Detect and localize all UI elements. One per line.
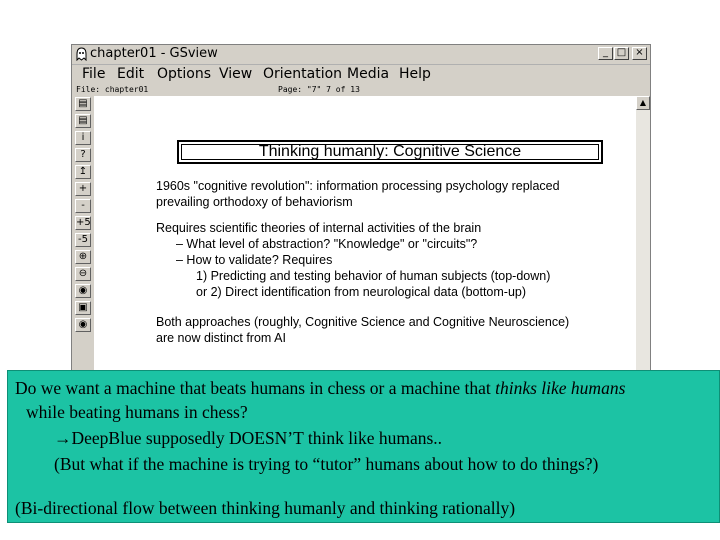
menu-orientation[interactable]: Orientation [263,66,343,82]
menu-options[interactable]: Options [157,66,212,82]
ghostscript-icon [75,47,88,61]
overlay-line-3: →DeepBlue supposedly DOESN’T think like humans.. [54,428,443,448]
slide-line-2: prevailing orthodoxy of behaviorism [156,195,353,209]
toolbar [72,96,94,375]
menu-view[interactable]: View [219,66,253,82]
document-view[interactable] [94,96,636,375]
gsview-window [71,44,651,376]
help-icon[interactable]: ? [75,148,91,162]
goto-page-icon[interactable]: ↥ [75,165,91,179]
overlay-line-4: (But what if the machine is trying to “tutor” humans about how to do things?) [54,454,599,474]
menu-bar [72,65,650,85]
skip-forward-icon[interactable]: +5 [76,217,91,228]
status-file: File: chapter01 [76,85,149,94]
menu-edit[interactable]: Edit [117,66,145,82]
slide-line-7: or 2) Direct identification from neurological data (bottom-up) [196,285,527,299]
scroll-up-icon[interactable]: ▲ [636,96,650,110]
open-icon[interactable]: ▤ [75,97,91,111]
overlay-line-2: while beating humans in chess? [26,402,248,422]
overlay-line-5: (Bi-directional flow between thinking humanly and thinking rationally) [15,498,516,518]
next-page-icon[interactable]: + [75,182,91,196]
caption-overlay [7,370,720,523]
zoom-out-icon[interactable]: ⊖ [75,267,91,281]
status-page: Page: "7" 7 of 13 [278,85,360,94]
overlay-line-1-text: Do we want a machine that beats humans in chess or a machine that [15,378,496,398]
skip-back-icon[interactable]: -5 [75,233,91,247]
menu-media[interactable]: Media [347,66,390,82]
close-button[interactable]: × [632,47,647,60]
title-bar[interactable] [72,45,650,65]
info-icon[interactable]: i [75,131,91,145]
find-icon[interactable]: ◉ [75,284,91,298]
vertical-scrollbar[interactable] [636,96,650,375]
find-next-icon[interactable]: ▣ [75,301,91,315]
minimize-button[interactable]: _ [598,47,613,60]
print-icon[interactable]: ▤ [75,114,91,128]
slide-line-1: 1960s "cognitive revolution": information processing psychology replaced [156,179,560,193]
menu-help[interactable]: Help [399,66,431,82]
slide-line-5: – How to validate? Requires [176,253,333,267]
menu-file[interactable]: File [82,66,106,82]
slide-title: Thinking humanly: Cognitive Science [258,143,522,160]
zoom-in-icon[interactable]: ⊕ [75,250,91,264]
slide-title-box [177,140,603,164]
maximize-button[interactable]: □ [614,47,629,60]
slide-line-3: Requires scientific theories of internal activities of the brain [156,221,482,235]
slide-line-9: are now distinct from AI [156,331,286,345]
window-title: chapter01 - GSview [90,46,218,61]
slide-line-4: – What level of abstraction? "Knowledge" or "circuits"? [176,237,478,251]
slide-line-8: Both approaches (roughly, Cognitive Science and Cognitive Neuroscience) [156,315,570,329]
status-bar [72,85,650,96]
previous-page-icon[interactable]: - [75,199,91,213]
overlay-line-1-italic: thinks like humans [495,378,626,398]
slide-line-6: 1) Predicting and testing behavior of human subjects (top-down) [196,269,551,283]
find-icon-2[interactable]: ◉ [75,318,91,332]
overlay-line-1 [15,377,625,399]
